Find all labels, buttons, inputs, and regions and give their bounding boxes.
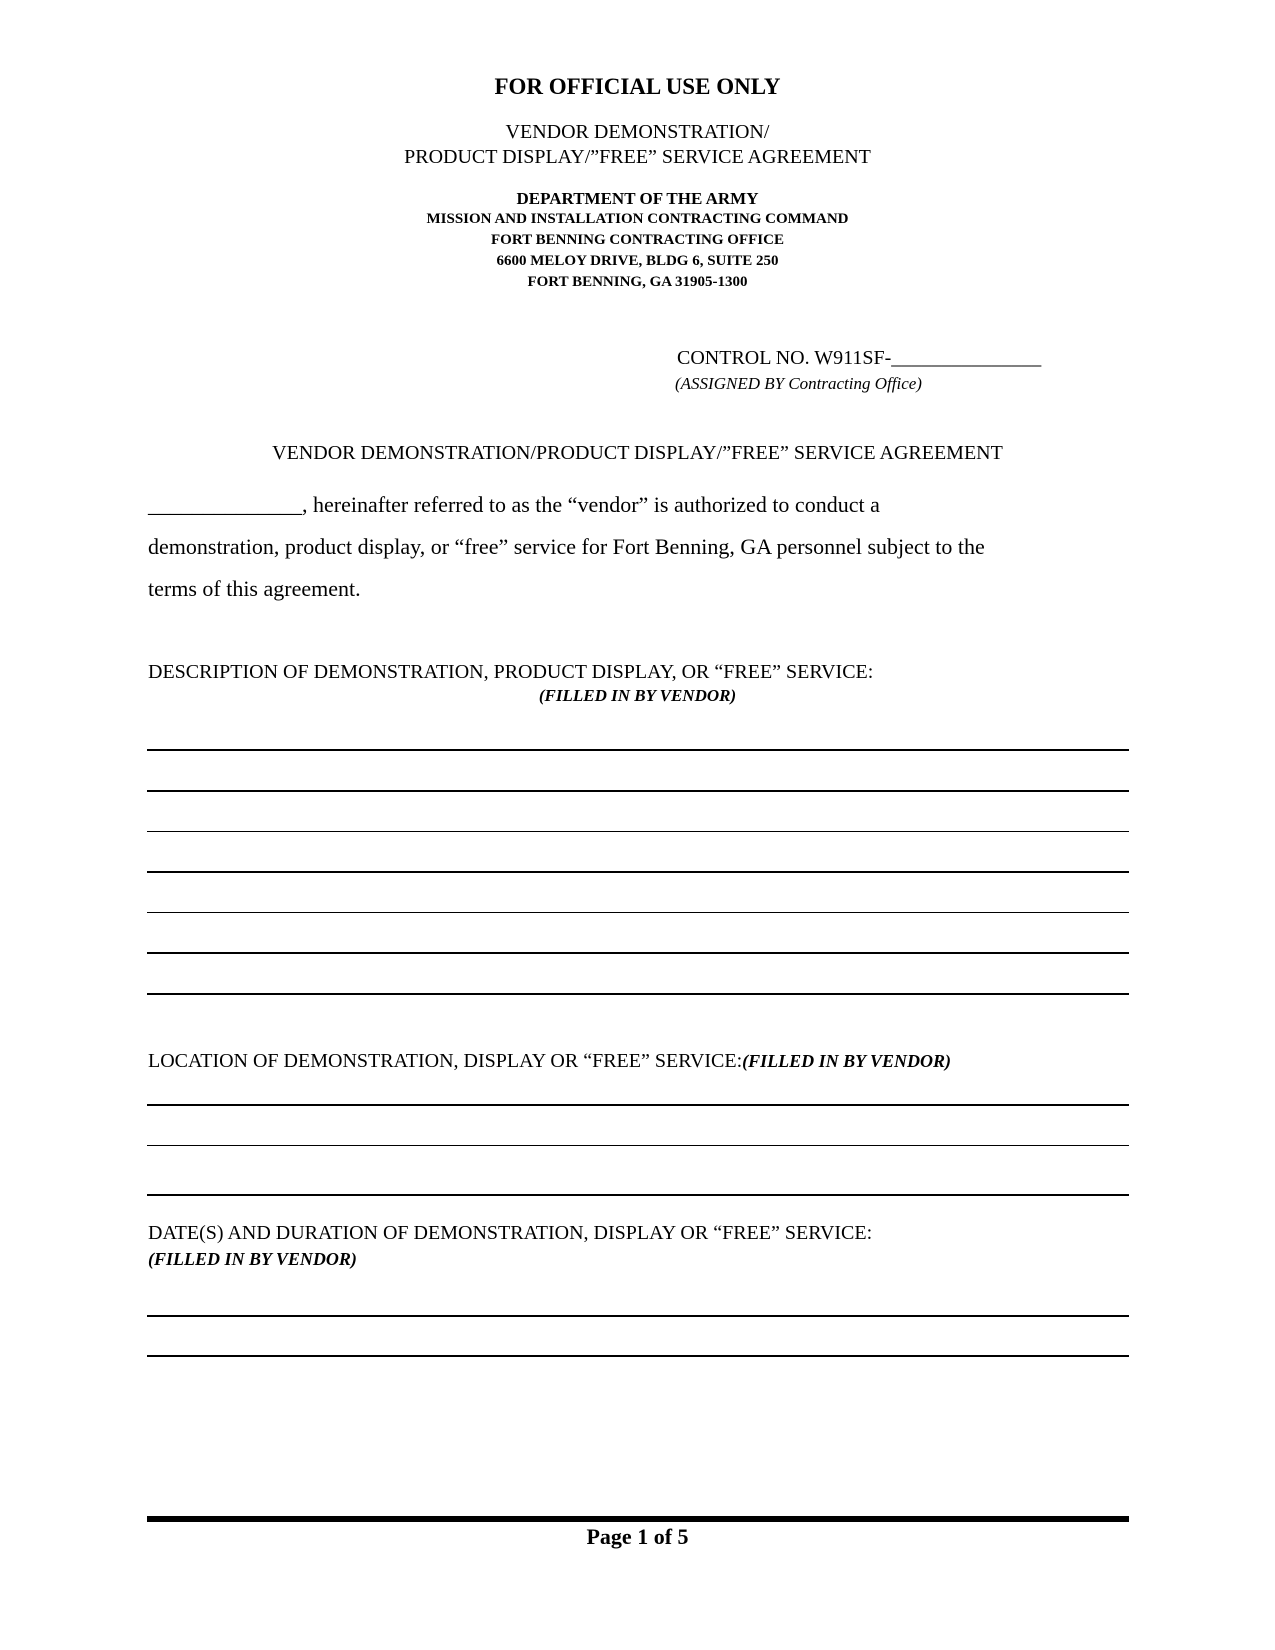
- location-label-row: [148, 1050, 951, 1073]
- address-line-city: FORT BENNING, GA 31905-1300: [527, 274, 748, 290]
- dates-line-2[interactable]: [147, 1355, 1129, 1357]
- fouo-heading: FOR OFFICIAL USE ONLY: [494, 74, 781, 99]
- footer-divider: [147, 1516, 1129, 1522]
- intro-line-3: terms of this agreement.: [148, 576, 361, 601]
- location-note: (FILLED IN BY VENDOR): [742, 1051, 952, 1071]
- location-line-1[interactable]: [147, 1104, 1129, 1106]
- location-line-3[interactable]: [147, 1194, 1129, 1196]
- description-line-2[interactable]: [147, 790, 1129, 792]
- intro-line-2: demonstration, product display, or “free” service for Fort Benning, GA personnel subject to the: [148, 534, 985, 559]
- location-label: LOCATION OF DEMONSTRATION, DISPLAY OR “FREE” SERVICE:: [148, 1050, 743, 1072]
- page-number: Page 1 of 5: [586, 1524, 689, 1549]
- dates-line-1[interactable]: [147, 1315, 1129, 1317]
- address-line-command: MISSION AND INSTALLATION CONTRACTING COMMAND: [426, 211, 849, 227]
- control-number-note: (ASSIGNED BY Contracting Office): [675, 374, 922, 393]
- dates-note: (FILLED IN BY VENDOR): [148, 1249, 357, 1269]
- description-line-3[interactable]: [147, 831, 1129, 832]
- form-title-line2: PRODUCT DISPLAY/”FREE” SERVICE AGREEMENT: [404, 146, 871, 168]
- location-line-2[interactable]: [147, 1145, 1129, 1146]
- intro-line-vendor[interactable]: ______________, hereinafter referred to as the “vendor” is authorized to conduct a: [148, 492, 880, 517]
- control-number-field[interactable]: CONTROL NO. W911SF-_______________: [677, 347, 1042, 369]
- agreement-title: VENDOR DEMONSTRATION/PRODUCT DISPLAY/”FREE” SERVICE AGREEMENT: [272, 442, 1003, 464]
- description-label: DESCRIPTION OF DEMONSTRATION, PRODUCT DISPLAY, OR “FREE” SERVICE:: [148, 661, 874, 683]
- description-line-7[interactable]: [147, 993, 1129, 995]
- description-line-4[interactable]: [147, 871, 1129, 873]
- description-line-6[interactable]: [147, 952, 1129, 954]
- address-line-office: FORT BENNING CONTRACTING OFFICE: [491, 232, 784, 248]
- address-line-department: DEPARTMENT OF THE ARMY: [516, 189, 759, 208]
- description-line-1[interactable]: [147, 749, 1129, 751]
- dates-label: DATE(S) AND DURATION OF DEMONSTRATION, DISPLAY OR “FREE” SERVICE:: [148, 1222, 873, 1244]
- address-line-street: 6600 MELOY DRIVE, BLDG 6, SUITE 250: [496, 253, 779, 269]
- description-line-5[interactable]: [147, 912, 1129, 913]
- form-title-line1: VENDOR DEMONSTRATION/: [505, 121, 770, 143]
- description-note: (FILLED IN BY VENDOR): [538, 686, 737, 705]
